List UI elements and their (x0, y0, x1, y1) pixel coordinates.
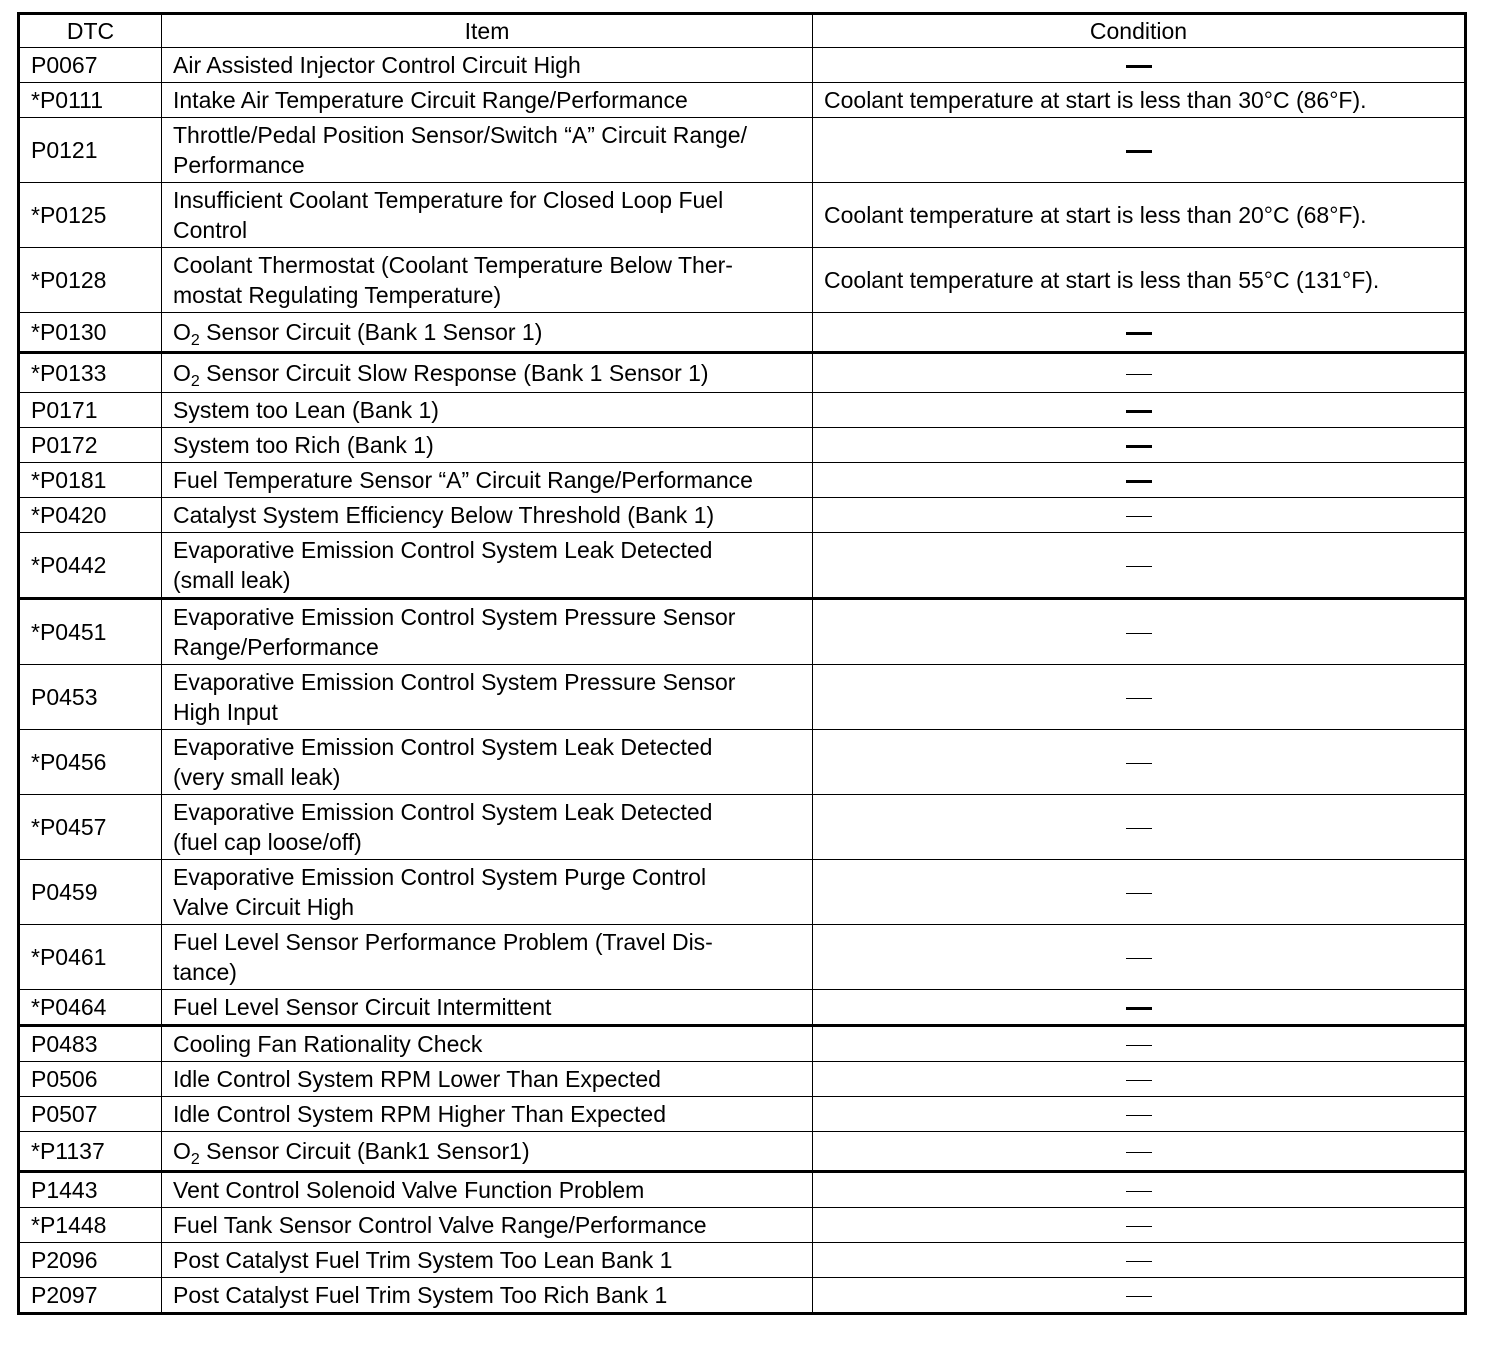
item-description (162, 599, 813, 665)
table-row (19, 1172, 1466, 1208)
item-text: O (173, 318, 191, 345)
item-text: Sensor Circuit Slow Response (Bank 1 Sensor 1) (199, 359, 709, 386)
item-text: Intake Air Temperature Circuit Range/Performance (173, 86, 688, 113)
item-description (162, 990, 813, 1026)
dtc-code: *P0133 (19, 353, 162, 393)
item-description (162, 1097, 813, 1132)
item-description (162, 795, 813, 860)
item-line: Insufficient Coolant Temperature for Closed Loop Fuel (173, 186, 724, 213)
condition-cell (813, 533, 1466, 599)
condition-cell (813, 599, 1466, 665)
dtc-code: *P1137 (19, 1132, 162, 1172)
condition-cell (813, 795, 1466, 860)
dtc-code: *P0181 (19, 463, 162, 498)
condition-dash (1126, 1080, 1152, 1082)
item-text: Fuel Level Sensor Circuit Intermittent (173, 993, 552, 1020)
table-row (19, 248, 1466, 313)
table-row (19, 313, 1466, 353)
table-row (19, 498, 1466, 533)
condition-cell (813, 393, 1466, 428)
item-line: mostat Regulating Temperature) (173, 282, 502, 308)
item-description (162, 1172, 813, 1208)
dtc-code: *P0456 (19, 730, 162, 795)
condition-dash (1126, 1045, 1152, 1047)
item-description (162, 353, 813, 393)
item-description (162, 498, 813, 533)
condition-dash (1126, 893, 1152, 895)
dtc-code: *P0420 (19, 498, 162, 533)
condition-text: Coolant temperature at start is less than 55°C (131°F). (813, 248, 1466, 313)
item-text: System too Rich (Bank 1) (173, 431, 434, 458)
item-line: Evaporative Emission Control System Pressure Sensor (173, 603, 736, 630)
dtc-code: *P0461 (19, 925, 162, 990)
condition-cell (813, 353, 1466, 393)
condition-dash (1126, 1296, 1152, 1298)
item-line: Evaporative Emission Control System Leak Detected (173, 536, 713, 563)
condition-dash (1126, 374, 1152, 376)
table-row (19, 353, 1466, 393)
table-row (19, 48, 1466, 83)
item-text: Idle Control System RPM Lower Than Expected (173, 1065, 661, 1092)
item-line: Throttle/Pedal Position Sensor/Switch “A” Circuit Range/ (173, 121, 747, 148)
dtc-code: P0453 (19, 665, 162, 730)
condition-dash (1126, 763, 1152, 765)
item-line: High Input (173, 699, 278, 725)
condition-dash (1126, 332, 1152, 335)
header-dtc: DTC (19, 14, 162, 48)
condition-cell (813, 1026, 1466, 1062)
dtc-code: P0483 (19, 1026, 162, 1062)
condition-text: Coolant temperature at start is less than 20°C (68°F). (813, 183, 1466, 248)
table-row (19, 1208, 1466, 1243)
item-description (162, 730, 813, 795)
condition-cell (813, 1243, 1466, 1278)
item-text: System too Lean (Bank 1) (173, 396, 439, 423)
table-row (19, 1243, 1466, 1278)
item-description (162, 428, 813, 463)
dtc-code: P0172 (19, 428, 162, 463)
item-subscript: 2 (190, 331, 200, 349)
item-text: Cooling Fan Rationality Check (173, 1030, 483, 1057)
table-row (19, 393, 1466, 428)
table-row (19, 599, 1466, 665)
item-text: Catalyst System Efficiency Below Threshold (Bank 1) (173, 501, 715, 528)
table-row (19, 428, 1466, 463)
dtc-code: P0121 (19, 118, 162, 183)
condition-dash (1126, 1152, 1152, 1154)
dtc-code: *P0451 (19, 599, 162, 665)
table-row (19, 1278, 1466, 1314)
condition-dash (1126, 516, 1152, 518)
condition-cell (813, 1172, 1466, 1208)
condition-cell (813, 498, 1466, 533)
condition-cell (813, 925, 1466, 990)
dtc-code: P0506 (19, 1062, 162, 1097)
condition-text: Coolant temperature at start is less than 30°C (86°F). (813, 83, 1466, 118)
condition-dash (1126, 65, 1152, 68)
item-description (162, 83, 813, 118)
table-row (19, 665, 1466, 730)
item-description (162, 313, 813, 353)
table-row (19, 118, 1466, 183)
dtc-code: P1443 (19, 1172, 162, 1208)
table-body (19, 48, 1466, 1314)
condition-cell (813, 1062, 1466, 1097)
condition-dash (1126, 1115, 1152, 1117)
table-row (19, 1132, 1466, 1172)
condition-dash (1126, 698, 1152, 700)
table-row (19, 1026, 1466, 1062)
item-text: Vent Control Solenoid Valve Function Problem (173, 1176, 645, 1203)
condition-dash (1126, 633, 1152, 635)
condition-dash (1126, 566, 1152, 568)
dtc-code: *P0125 (19, 183, 162, 248)
condition-cell (813, 118, 1466, 183)
condition-cell (813, 860, 1466, 925)
item-line: Valve Circuit High (173, 894, 355, 920)
item-subscript: 2 (190, 1150, 200, 1168)
table-row (19, 795, 1466, 860)
table-header (19, 14, 1466, 48)
condition-dash (1126, 480, 1152, 483)
dtc-code: P0507 (19, 1097, 162, 1132)
dtc-code: P0067 (19, 48, 162, 83)
dtc-code: P0459 (19, 860, 162, 925)
item-text: Air Assisted Injector Control Circuit High (173, 51, 581, 78)
item-description (162, 1208, 813, 1243)
condition-dash (1126, 150, 1152, 153)
item-line: tance) (173, 959, 237, 985)
condition-cell (813, 428, 1466, 463)
item-line: Evaporative Emission Control System Purge Control (173, 863, 707, 890)
item-description (162, 48, 813, 83)
item-line: (very small leak) (173, 764, 341, 790)
condition-cell (813, 730, 1466, 795)
table-row (19, 533, 1466, 599)
dtc-code: *P0464 (19, 990, 162, 1026)
item-text: Idle Control System RPM Higher Than Expected (173, 1100, 667, 1127)
header-item: Item (162, 14, 813, 48)
table-row (19, 925, 1466, 990)
header-condition: Condition (813, 14, 1466, 48)
condition-cell (813, 1132, 1466, 1172)
item-line: Evaporative Emission Control System Leak Detected (173, 798, 713, 825)
item-line: Evaporative Emission Control System Pressure Sensor (173, 668, 736, 695)
item-description (162, 1026, 813, 1062)
item-description (162, 463, 813, 498)
condition-dash (1126, 828, 1152, 830)
item-text: Sensor Circuit (Bank1 Sensor1) (199, 1137, 530, 1164)
item-line: Range/Performance (173, 634, 379, 660)
table-row (19, 83, 1466, 118)
condition-cell (813, 1208, 1466, 1243)
table-row (19, 990, 1466, 1026)
table-row (19, 1062, 1466, 1097)
condition-dash (1126, 1191, 1152, 1193)
item-description (162, 860, 813, 925)
dtc-table (17, 12, 1467, 1315)
dtc-code: *P0130 (19, 313, 162, 353)
condition-cell (813, 463, 1466, 498)
condition-dash (1126, 958, 1152, 960)
condition-dash (1126, 1226, 1152, 1228)
item-line: Evaporative Emission Control System Leak Detected (173, 733, 713, 760)
header-row (19, 14, 1466, 48)
item-description (162, 248, 813, 313)
item-description (162, 1062, 813, 1097)
item-description (162, 1243, 813, 1278)
item-description (162, 393, 813, 428)
dtc-code: *P0457 (19, 795, 162, 860)
dtc-code: *P0111 (19, 83, 162, 118)
condition-dash (1126, 445, 1152, 448)
item-text: Post Catalyst Fuel Trim System Too Rich Bank 1 (173, 1281, 668, 1308)
item-description (162, 1132, 813, 1172)
condition-cell (813, 313, 1466, 353)
item-text: O (173, 359, 191, 386)
condition-cell (813, 990, 1466, 1026)
item-line: Coolant Thermostat (Coolant Temperature Below Ther- (173, 251, 733, 278)
item-line: Performance (173, 152, 305, 178)
item-text: Fuel Tank Sensor Control Valve Range/Performance (173, 1211, 707, 1238)
table-row (19, 730, 1466, 795)
dtc-code: *P1448 (19, 1208, 162, 1243)
item-text: Fuel Temperature Sensor “A” Circuit Range/Performance (173, 466, 753, 493)
condition-cell (813, 665, 1466, 730)
item-description (162, 118, 813, 183)
item-description (162, 533, 813, 599)
item-description (162, 925, 813, 990)
dtc-code: *P0128 (19, 248, 162, 313)
item-text: O (173, 1137, 191, 1164)
item-text: Post Catalyst Fuel Trim System Too Lean Bank 1 (173, 1246, 673, 1273)
condition-cell (813, 1278, 1466, 1314)
item-line: (small leak) (173, 567, 291, 593)
dtc-code: *P0442 (19, 533, 162, 599)
table-row (19, 860, 1466, 925)
item-line: Control (173, 217, 248, 243)
item-line: (fuel cap loose/off) (173, 829, 362, 855)
dtc-code: P2096 (19, 1243, 162, 1278)
item-subscript: 2 (190, 372, 200, 390)
item-text: Sensor Circuit (Bank 1 Sensor 1) (199, 318, 543, 345)
table-row (19, 1097, 1466, 1132)
condition-cell (813, 48, 1466, 83)
dtc-code: P2097 (19, 1278, 162, 1314)
table-row (19, 183, 1466, 248)
table-row (19, 463, 1466, 498)
condition-dash (1126, 1261, 1152, 1263)
item-description (162, 1278, 813, 1314)
condition-dash (1126, 1007, 1152, 1010)
dtc-code: P0171 (19, 393, 162, 428)
condition-dash (1126, 410, 1152, 413)
condition-cell (813, 1097, 1466, 1132)
item-description (162, 665, 813, 730)
item-description (162, 183, 813, 248)
item-line: Fuel Level Sensor Performance Problem (Travel Dis- (173, 928, 713, 955)
